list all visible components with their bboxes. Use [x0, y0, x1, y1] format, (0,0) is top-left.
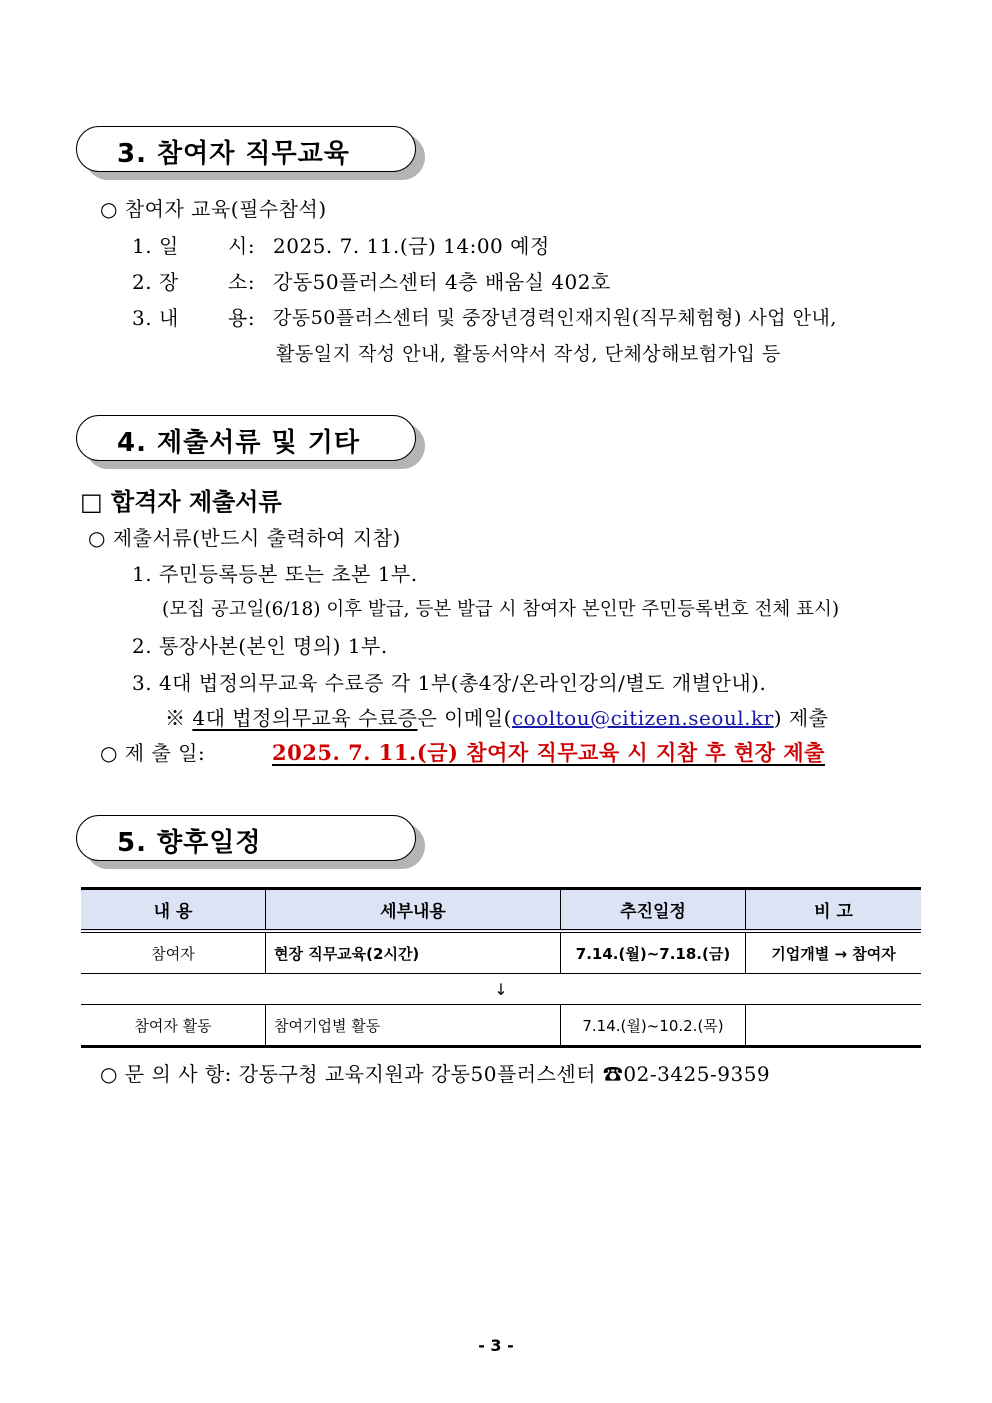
cell-schedule: 7.14.(월)~10.2.(목)	[561, 1005, 746, 1047]
item-date-value: 2025. 7. 11.(금) 14:00 예정	[273, 234, 550, 258]
cell-details: 현장 직무교육(2시간)	[266, 931, 561, 974]
section-5-title: 5. 향후일정	[117, 828, 262, 858]
email-link[interactable]: cooltou@citizen.seoul.kr	[511, 706, 774, 730]
col-header-remarks: 비 고	[746, 889, 922, 932]
doc-3: 3. 4대 법정의무교육 수료증 각 1부(총4장/온라인강의/별도 개별안내).	[132, 671, 767, 695]
item-content-label-end: 용:	[228, 306, 256, 330]
section-3-title: 3. 참여자 직무교육	[117, 139, 350, 169]
note-mid: 은 이메일(	[417, 706, 512, 730]
schedule-table	[81, 887, 921, 1048]
note-underlined: 4대 법정의무교육 수료증	[192, 706, 418, 730]
docs-intro: ○ 제출서류(반드시 출력하여 지참)	[88, 526, 401, 550]
contact-info: ○ 문 의 사 항: 강동구청 교육지원과 강동50플러스센터 ☎02-3425-9359	[100, 1062, 771, 1086]
submit-date-label: ○ 제 출 일:	[100, 741, 206, 765]
item-date-label-end: 시:	[228, 234, 256, 258]
item-content-label: 3. 내	[132, 306, 179, 330]
section-5-header	[76, 815, 416, 861]
doc-1: 1. 주민등록등본 또는 초본 1부.	[132, 562, 418, 586]
col-header-schedule: 추진일정	[561, 889, 746, 932]
doc-1-note: (모집 공고일(6/18) 이후 발급, 등본 발급 시 참여자 본인만 주민등록번호 전체 표시)	[162, 599, 840, 620]
cell-remarks: 기업개별 → 참여자	[746, 931, 922, 974]
section-3-header	[76, 126, 416, 172]
page-number: - 3 -	[478, 1336, 514, 1355]
col-header-content: 내 용	[81, 889, 266, 932]
cell-remarks	[746, 1005, 922, 1047]
col-header-details: 세부내용	[266, 889, 561, 932]
cell-content: 참여자	[81, 931, 266, 974]
item-date-label: 1. 일	[132, 234, 179, 258]
section-4-title: 4. 제출서류 및 기타	[117, 428, 360, 458]
item-place-label-end: 소:	[228, 270, 256, 294]
down-arrow-icon: ↓	[81, 974, 921, 1005]
submit-date-value: 2025. 7. 11.(금) 참여자 직무교육 시 지참 후 현장 제출	[272, 740, 825, 765]
section-4-header	[76, 415, 416, 461]
note-end: ) 제출	[773, 706, 829, 730]
subheading-required-docs: □ 합격자 제출서류	[80, 488, 282, 516]
table-row	[81, 1005, 921, 1047]
item-place-label: 2. 장	[132, 270, 179, 294]
cell-details: 참여기업별 활동	[266, 1005, 561, 1047]
doc-2: 2. 통장사본(본인 명의) 1부.	[132, 634, 388, 658]
item-content-value-2: 활동일지 작성 안내, 활동서약서 작성, 단체상해보험가입 등	[276, 343, 781, 365]
cell-schedule: 7.14.(월)~7.18.(금)	[561, 931, 746, 974]
table-arrow-row	[81, 974, 921, 1005]
item-content-value: 강동50플러스센터 및 중장년경력인재지원(직무체험형) 사업 안내,	[273, 307, 837, 329]
item-place-value: 강동50플러스센터 4층 배움실 402호	[273, 270, 611, 294]
education-intro: ○ 참여자 교육(필수참석)	[100, 197, 327, 221]
note-mark: ※	[165, 706, 186, 730]
table-row	[81, 931, 921, 974]
email-note	[165, 705, 829, 731]
cell-content: 참여자 활동	[81, 1005, 266, 1047]
